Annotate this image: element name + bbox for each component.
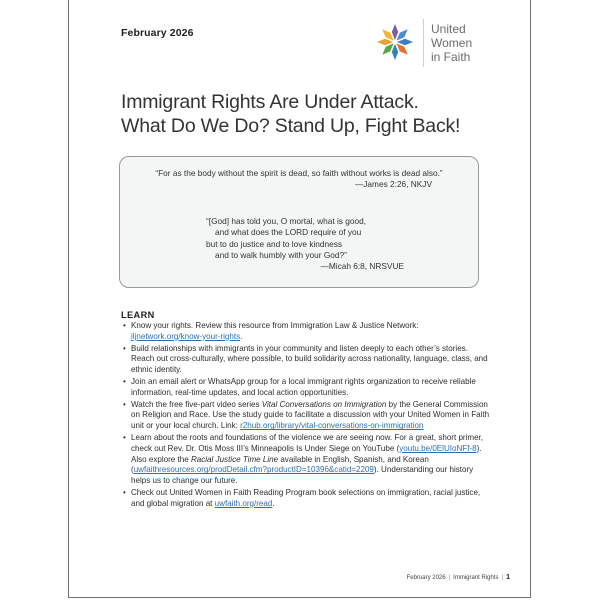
- title-line-1: Immigrant Rights Are Under Attack.: [121, 91, 419, 113]
- logo-petal: [377, 39, 393, 45]
- learn-item-join-alerts: [121, 377, 491, 399]
- bullet: •: [123, 399, 126, 409]
- logo-line-1: United: [431, 22, 466, 36]
- document-page: [68, 0, 531, 598]
- logo-divider: [423, 19, 424, 67]
- youtube-link[interactable]: youtu.be/0ElUIoNFf-8: [399, 443, 477, 453]
- item-text: Join an email alert or WhatsApp group for a local immigrant rights organization to receive reliable information, real-time updates, and local action opportunities.: [131, 376, 476, 397]
- learn-list: [121, 321, 491, 511]
- micah-quote-line: and what does the LORD require of you: [215, 227, 362, 238]
- page-number: 1: [506, 574, 510, 581]
- timeline-title: Racial Justice Time Line: [190, 454, 279, 464]
- uwfaithresources-link[interactable]: uwfaithresources.org/prodDetail.cfm?productID=10396&catid=2209: [133, 465, 374, 475]
- micah-quote-text: [206, 216, 366, 261]
- james-quote-citation: —James 2:26, NKJV: [354, 179, 432, 189]
- footer-separator: |: [448, 575, 451, 581]
- item-text: by the General Commission on Religion and Race. Use the study guide to facilitate a discussion with your United Women in Faith unit or your local church. Link:: [131, 399, 490, 431]
- item-text: available in English, Spanish, and Korean (: [131, 454, 429, 475]
- item-text: .: [272, 498, 275, 508]
- logo-petal: [392, 44, 398, 60]
- logo-petal: [397, 39, 413, 45]
- learn-item-watch-video: [121, 400, 491, 432]
- logo-wordmark: [431, 22, 472, 64]
- footer-section: Immigrant Rights: [453, 575, 499, 581]
- logo-petal: [392, 24, 398, 40]
- item-text: Watch the free five-part video series: [131, 399, 262, 409]
- item-text: Know your rights. Review this resource from Immigration Law & Justice Network:: [131, 321, 419, 330]
- micah-quote-line: “[God] has told you, O mortal, what is good,: [206, 216, 367, 226]
- logo-line-2: Women: [431, 36, 473, 50]
- bullet: •: [123, 376, 126, 386]
- issue-date: February 2026: [121, 27, 194, 39]
- footer-date: February 2026: [406, 575, 446, 581]
- iljnetwork-link[interactable]: iljnetwork.org/know-your-rights: [131, 331, 241, 341]
- micah-quote-line: and to walk humbly with your God?”: [215, 249, 347, 260]
- micah-quote-line: but to do justice and to love kindness: [206, 238, 343, 249]
- bullet: •: [123, 487, 126, 497]
- footer-separator: |: [501, 575, 504, 581]
- page-title: [121, 90, 521, 138]
- united-women-in-faith-logo: [375, 19, 495, 67]
- bullet: •: [123, 321, 126, 330]
- learn-item-know-rights: [121, 321, 491, 343]
- james-quote-text: “For as the body without the spirit is dead, so faith without works is dead also.”: [155, 168, 443, 178]
- r2hub-link[interactable]: r2hub.org/library/vital-conversations-on-immigration: [240, 421, 424, 431]
- item-text: ). Also explore the: [131, 443, 482, 464]
- eight-petal-star-logo-icon: [375, 22, 415, 62]
- video-series-title: Vital Conversations on Immigration: [261, 399, 387, 409]
- page-footer: [407, 574, 510, 581]
- logo-line-3: in Faith: [431, 50, 471, 64]
- uwfaith-read-link[interactable]: uwfaith.org/read: [214, 498, 273, 508]
- item-text: Check out United Women in Faith Reading Program book selections on immigration, racial justice, and global migration at: [131, 487, 481, 508]
- learn-heading: LEARN: [121, 310, 155, 320]
- title-line-2: What Do We Do? Stand Up, Fight Back!: [121, 115, 461, 137]
- item-text: Learn about the roots and foundations of the violence we are seeing now. For a great, short primer, check out Rev. Dr. Otis Moss III’s Minneapolis Is Under Siege on YouTube (: [131, 432, 484, 453]
- learn-item-build-relationships: [121, 344, 491, 376]
- learn-item-reading-program: [121, 488, 491, 510]
- item-text: ). Understanding our history helps us to change our future.: [131, 465, 474, 486]
- scripture-quote-box: [119, 156, 479, 288]
- bullet: •: [123, 343, 126, 353]
- item-text: .: [240, 331, 243, 341]
- learn-item-learn-roots: [121, 433, 491, 487]
- item-text: Build relationships with immigrants in your community and listen deeply to each other’s stories. Reach out cross-culturally, where possible, to build solidarity across nationality, language, class, and ethnic identity.: [131, 343, 488, 375]
- micah-quote-citation: —Micah 6:8, NRSVUE: [320, 261, 404, 271]
- bullet: •: [123, 432, 126, 442]
